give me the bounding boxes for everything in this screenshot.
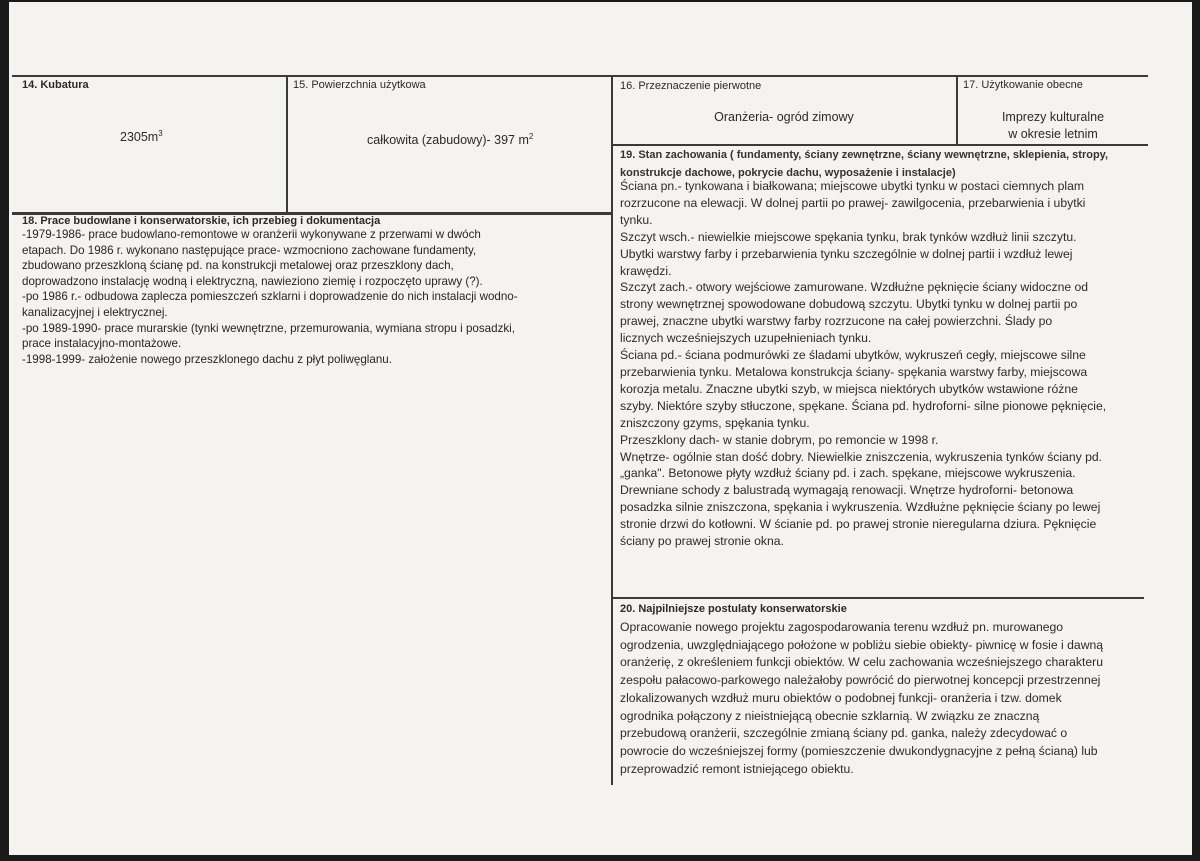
divider-center bbox=[611, 75, 613, 785]
field-19-text bbox=[620, 178, 1106, 550]
divider-14-15 bbox=[286, 75, 288, 214]
field-17-label: 17. Użytkowanie obecne bbox=[963, 79, 1083, 91]
field-15-label: 15. Powierzchnia użytkowa bbox=[293, 79, 426, 91]
text-line: doprowadzono instalację wodną i elektryczną, nawieziono ziemię i rozpoczęto uprawy (?). bbox=[22, 274, 483, 288]
text-line: oranżerię, z określeniem funkcji obiektów. W celu zachowania wcześniejszego charakteru bbox=[620, 655, 1103, 670]
text-line: posadzka silnie zniszczona, spękania i wykruszenia. Wzdłużne pęknięcie ściany po lewej bbox=[620, 500, 1101, 515]
text-line: -1979-1986- prace budowlano-remontowe w oranżerii wykonywane z przerwami w dwóch bbox=[22, 228, 481, 241]
text-line: Drewniane schody z balustradą wymagają renowacji. Wnętrze hydroforni- betonowa bbox=[620, 483, 1074, 498]
text-line: zlokalizowanych wzdłuż muru obiektów o podobnej funkcji- oranżeria i tzw. domek bbox=[620, 690, 1062, 705]
field-19-label bbox=[620, 147, 1108, 182]
field-19-label-line: 19. Stan zachowania ( fundamenty, ściany zewnętrzne, ściany wewnętrzne, sklepienia, stropy, bbox=[620, 149, 1109, 161]
field-15-sup: 2 bbox=[528, 132, 534, 141]
text-line: Szczyt zach.- otwory wejściowe zamurowane. Wzdłużne pęknięcie ściany widoczne od bbox=[620, 280, 1089, 295]
text-line: prawej, znaczne ubytki warstwy farby rozrzucone na całej powierzchni. Ślady po bbox=[620, 314, 1053, 329]
field-18-text bbox=[22, 227, 518, 367]
divider-19-20 bbox=[611, 597, 1144, 599]
text-line: ogrodzenia, uwzględniającego położone w pobliżu siebie obiekty- piwnicę w fosie i dawną bbox=[620, 637, 1104, 652]
field-14-value bbox=[120, 125, 163, 146]
text-line: ogrodnika połączony z nieistniejącą obecnie szklarnią. W związku ze znaczną bbox=[620, 708, 1040, 723]
text-line: Ubytki warstwy farby i przebarwienia tynku szczególnie w dolnej partii i wzdłuż lewej bbox=[620, 246, 1073, 261]
text-line: przebarwienia tynku. Metalowa konstrukcja ściany- spękania warstwy farby, miejscowa bbox=[620, 364, 1088, 379]
text-line: prace instalacyjno-montażowe. bbox=[22, 337, 182, 351]
text-line: Ściana pd.- ściana podmurówki ze śladami ubytków, wykruszeń cegły, miejscowe silne bbox=[620, 348, 1086, 363]
field-20-label: 20. Najpilniejsze postulaty konserwatorskie bbox=[620, 603, 847, 615]
text-line: -1998-1999- założenie nowego przeszklonego dachu z płyt poliwęglanu. bbox=[22, 352, 392, 366]
text-line: licznych wcześniejszych uzupełnieniach tynku. bbox=[620, 331, 872, 346]
divider-16-19 bbox=[611, 144, 1148, 146]
text-line: kanalizacyjnej i elektrycznej. bbox=[22, 305, 168, 319]
field-14-number: 2305m bbox=[120, 130, 159, 145]
table-border-top bbox=[12, 75, 1148, 77]
text-line: przebudową oranżerii, szczególnie zmianą ściany pd. ganka, należy zdecydować o bbox=[620, 726, 1068, 741]
text-line: szyby. Niektóre szyby stłuczone, spękane. Ściana pd. hydroforni- silne pionowe pęknięcie, bbox=[620, 398, 1107, 413]
text-line: zbudowano przeszkloną ścianę pd. na konstrukcji metalowej oraz przeszklony dach, bbox=[22, 259, 454, 273]
text-line: -po 1986 r.- odbudowa zaplecza pomieszczeń szklarni i doprowadzenie do nich instalacji wodno- bbox=[22, 290, 518, 304]
field-15-value bbox=[367, 128, 533, 149]
text-line: -po 1989-1990- prace murarskie (tynki wewnętrzne, przemurowania, wymiana stropu i posadzki, bbox=[22, 321, 515, 335]
field-18-label: 18. Prace budowlane i konserwatorskie, ich przebieg i dokumentacja bbox=[22, 215, 381, 227]
text-line: stronie drzwi do kotłowni. W ścianie pd. po prawej stronie nieregularna dziura. Pęknięcie bbox=[620, 517, 1097, 532]
text-line: ściany po prawej stronie okna. bbox=[620, 534, 784, 549]
text-line: strony wewnętrznej spowodowane dobudową szczytu. Ubytki tynku w dolnej partii po bbox=[620, 297, 1078, 312]
text-line: krawędzi. bbox=[620, 263, 672, 278]
text-line: Przeszklony dach- w stanie dobrym, po remoncie w 1998 r. bbox=[620, 432, 939, 447]
text-line: Wnętrze- ogólnie stan dość dobry. Niewielkie zniszczenia, wykruszenia tynków ściany pd. bbox=[620, 449, 1103, 464]
field-17-value bbox=[958, 109, 1148, 143]
field-14-label: 14. Kubatura bbox=[22, 79, 89, 91]
field-17-line: w okresie letnim bbox=[1008, 127, 1098, 141]
text-line: rozrzucone na elewacji. W dolnej partii po prawej- zawilgocenia, przebarwienia i ubytki bbox=[620, 195, 1086, 210]
text-line: „ganka". Betonowe płyty wzdłuż ściany pd. i zach. spękane, miejscowe wykruszenia. bbox=[620, 466, 1076, 481]
text-line: etapach. Do 1986 r. wykonano następujące prace- wzmocniono zachowane fundamenty, bbox=[22, 243, 477, 257]
text-line: tynku. bbox=[620, 212, 653, 227]
field-15-number: całkowita (zabudowy)- 397 m bbox=[367, 133, 529, 148]
field-16-label: 16. Przeznaczenie pierwotne bbox=[620, 80, 762, 92]
field-16-value: Oranżeria- ogród zimowy bbox=[714, 110, 854, 124]
field-19-label-line: konstrukcje dachowe, pokrycie dachu, wyposażenie i instalacje) bbox=[620, 166, 956, 179]
field-17-line: Imprezy kulturalne bbox=[1001, 110, 1105, 124]
text-line: przeprowadzić remont istniejącego obiektu. bbox=[620, 761, 854, 776]
text-line: zniszczony gzyms, spękania tynku. bbox=[620, 415, 810, 430]
text-line: powrocie do wcześniejszej formy (pomieszczenie dwukondygnacyjne z pełną ścianą) lub bbox=[620, 743, 1098, 758]
text-line: Ściana pn.- tynkowana i białkowana; miejscowe ubytki tynku w postaci ciemnych plam bbox=[620, 179, 1085, 193]
text-line: Szczyt wsch.- niewielkie miejscowe spękania tynku, brak tynków wzdłuż linii szczytu. bbox=[620, 229, 1077, 244]
text-line: zespołu pałacowo-parkowego należałoby powrócić do pierwotnej koncepcji przestrzennej bbox=[620, 673, 1101, 688]
text-line: korozja metalu. Znaczne ubytki szyb, w miejsca niektórych ubytków wstawione różne bbox=[620, 381, 1078, 396]
text-line: Opracowanie nowego projektu zagospodarowania terenu wzdłuż pn. murowanego bbox=[620, 620, 1064, 634]
field-14-sup: 3 bbox=[158, 129, 163, 138]
field-20-text bbox=[620, 619, 1103, 778]
